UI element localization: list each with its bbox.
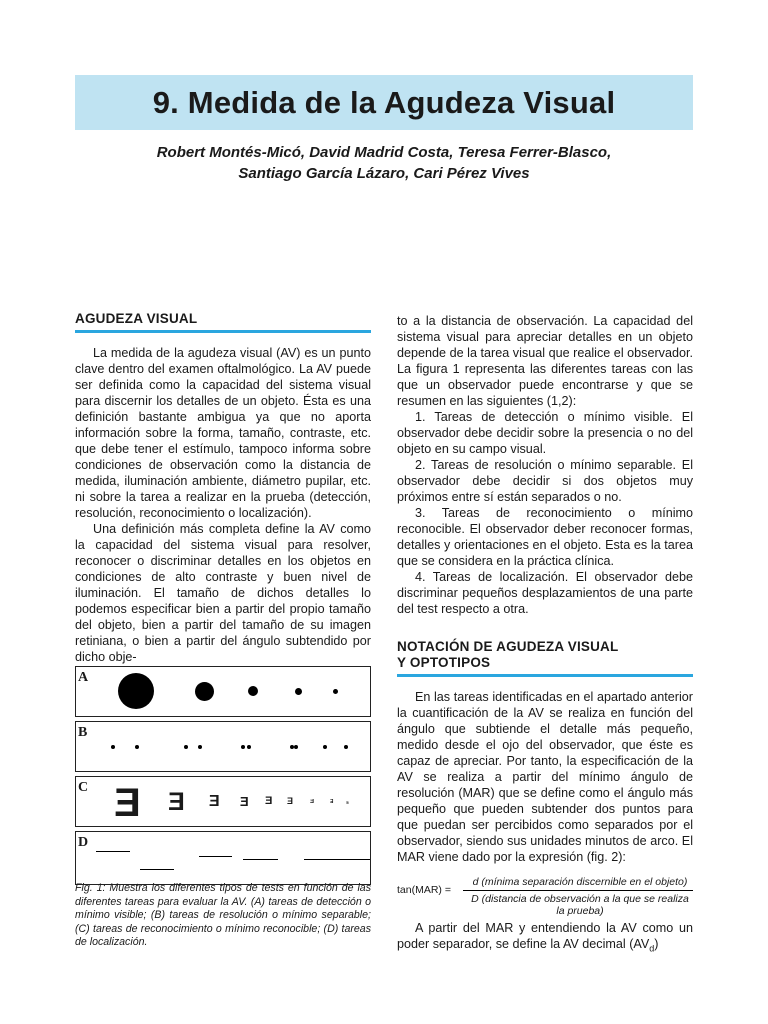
figure-panel-b	[75, 721, 371, 772]
fraction-bar	[463, 890, 693, 891]
resolution-dot	[198, 745, 202, 749]
paragraph: La medida de la agudeza visual (AV) es un punto clave dentro del examen oftalmológico. La AV puede ser definida como la capacidad del sistema visual para discernir los detalles de un objeto. Ésta es una definición bastante ambigua ya que no aporta información sobre la forma, tamaño, contraste, etc. que debe tener el estímulo, tampoco informa sobre condiciones de observación como la distancia de medida, iluminación ambiente, diámetro pupilar, etc. ni sobre la tarea a realizar en la prueba (detección, resolución, reconocimiento o localización).	[75, 346, 371, 520]
tumbling-e-optotype: E	[114, 781, 141, 825]
resolution-dot	[344, 745, 348, 749]
authors-line-1: Robert Montés-Micó, David Madrid Costa, Teresa Ferrer-Blasco,	[156, 144, 612, 161]
resolution-dot	[247, 745, 251, 749]
resolution-dot	[184, 745, 188, 749]
formula-numerator: d (mínima separación discernible en el objeto)	[472, 876, 688, 888]
resolution-dot	[323, 745, 327, 749]
tumbling-e-optotype: E	[330, 799, 334, 805]
tumbling-e-optotype: E	[209, 793, 220, 810]
right-column	[397, 313, 693, 617]
panel-label-a: A	[78, 670, 89, 685]
detection-dot	[248, 686, 258, 696]
list-item: 4. Tareas de localización. El observador debe discriminar pequeños desplazamientos de una parte del test respecto a otra.	[397, 570, 693, 616]
chapter-title-band	[75, 75, 693, 130]
list-item: 2. Tareas de resolución o mínimo separable. El observador debe decidir si dos objetos muy próximos entre sí están separados o no.	[397, 458, 693, 504]
paragraph	[397, 920, 693, 957]
section-heading-agudeza-visual: AGUDEZA VISUAL	[75, 311, 371, 333]
list-item: 1. Tareas de detección o mínimo visible. El observador debe decidir sobre la presencia o no del objeto en su campo visual.	[397, 410, 693, 456]
tumbling-e-optotype: E	[168, 788, 185, 816]
localization-line	[304, 859, 370, 860]
resolution-dot	[135, 745, 139, 749]
figure-panel-c	[75, 776, 371, 827]
detection-dot	[333, 689, 338, 694]
subscript: d	[649, 943, 655, 954]
resolution-dot	[111, 745, 115, 749]
tumbling-e-optotype: E	[265, 795, 273, 807]
figure-panel-a	[75, 666, 371, 717]
section-heading-line-1: NOTACIÓN DE AGUDEZA VISUAL	[397, 639, 619, 654]
detection-dot	[195, 682, 214, 701]
paragraph: to a la distancia de observación. La capacidad del sistema visual para apreciar detalles en un objeto depende de la tarea visual que realice el observador. La figura 1 representa las diferentes tareas con las que un observador puede encontrarse y que se resumen en las siguientes (1,2):	[397, 314, 693, 408]
panel-label-d: D	[78, 835, 89, 850]
right-column-section-3	[397, 920, 693, 957]
localization-line	[140, 869, 174, 870]
localization-line	[199, 856, 232, 857]
left-column	[75, 311, 371, 665]
right-column-section-2	[397, 639, 693, 865]
figure-panel-d	[75, 831, 371, 885]
resolution-dot	[241, 745, 245, 749]
list-item: 3. Tareas de reconocimiento o mínimo reconocible. El observador deber reconocer formas, detalles y orientaciones en el objeto. Esta es la tarea que se considera en la práctica clínica.	[397, 506, 693, 568]
authors-line-2: Santiago García Lázaro, Cari Pérez Vives	[238, 165, 530, 182]
localization-line	[243, 859, 278, 860]
mar-formula	[397, 874, 693, 917]
section-heading-notacion	[397, 639, 693, 677]
figure-1	[75, 666, 371, 889]
panel-label-c: C	[78, 780, 89, 795]
tumbling-e-optotype: E	[240, 794, 249, 809]
tumbling-e-optotype: E	[287, 796, 294, 806]
paragraph: Una definición más completa define la AV como la capacidad del sistema visual para resolver, reconocer o discriminar detalles en los objetos en condiciones de alto contraste y buen nivel de iluminación. El tamaño de dichos detalles lo podemos especificar bien a partir del propio tamaño del objeto, bien a partir del tamaño de su imagen retiniana, o bien a partir del ángulo subtendido por dicho obje-	[75, 522, 371, 664]
formula-denominator: D (distancia de observación a la que se realiza la prueba)	[471, 893, 689, 917]
tumbling-e-optotype: E	[346, 800, 349, 805]
detection-dot	[295, 688, 302, 695]
paragraph: En las tareas identificadas en el apartado anterior la cuantificación de la AV se realiza en función del ángulo que subtiende el detalle más pequeño, medido desde el ojo del observador, que éste es capaz de apreciar. Por tanto, la especificación de la AV se realiza a partir del mínimo ángulo de resolución (MAR) que se define como el ángulo más pequeño que pueden subtender dos puntos para que puedan ser percibidos como separados por el observador, siendo sus unidades minutos de arco. El MAR viene dado por la expresión (fig. 2):	[397, 690, 693, 864]
paragraph-text-end: )	[654, 937, 659, 951]
formula-lhs: tan(MAR) =	[397, 884, 451, 896]
authors	[75, 142, 693, 184]
resolution-dot	[294, 745, 298, 749]
tumbling-e-optotype: E	[310, 799, 315, 805]
localization-line	[96, 851, 130, 852]
panel-label-b: B	[78, 725, 88, 740]
figure-1-caption: Fig. 1: Muestra los diferentes tipos de tests en función de las diferentes tareas para evaluar la AV. (A) tareas de detección o mínimo visible; (B) tareas de resolución o mínimo separable; (C) tareas de reconocimiento o mínimo reconocible; (D) tareas de localización.	[75, 882, 371, 948]
chapter-title: 9. Medida de la Agudeza Visual	[152, 84, 616, 120]
paragraph-text: A partir del MAR y entendiendo la AV como un poder separador, se define la AV decimal (AV	[397, 921, 693, 951]
detection-dot	[118, 673, 154, 709]
section-heading-line-2: Y OPTOTIPOS	[397, 655, 491, 670]
